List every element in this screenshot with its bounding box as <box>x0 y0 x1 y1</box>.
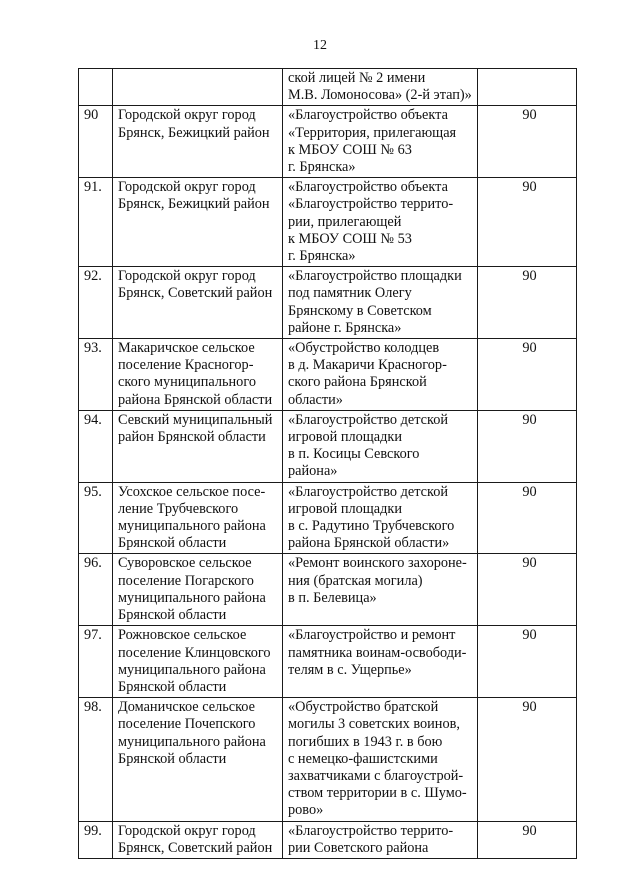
table-row <box>79 178 577 267</box>
municipality-line: Городской округ город <box>118 268 256 285</box>
object-line: «Благоустройство террито- <box>288 822 454 839</box>
object-line: «Благоустройство площадки <box>288 268 462 285</box>
object-line: с немецко-фашистскими <box>288 750 438 767</box>
object-line: районе г. Брянска» <box>288 319 402 336</box>
object-line: в с. Радутино Трубчевского <box>288 518 455 535</box>
object-line: телям в с. Ущерпье» <box>288 661 412 678</box>
municipality-line: Брянской области <box>118 607 227 624</box>
amount-cell: 90 <box>478 482 577 554</box>
row-number-cell: 97. <box>79 626 113 698</box>
municipality-line: поселение Красногор- <box>118 357 254 374</box>
amount-cell: 90 <box>478 178 577 267</box>
object-line: захватчиками с благоустрой- <box>288 767 464 784</box>
municipality-line: ление Трубчевского <box>118 500 239 517</box>
object-line: «Территория, прилегающая <box>288 124 457 141</box>
object-cell <box>283 339 478 411</box>
table-row <box>79 821 577 858</box>
municipality-line: Городской округ город <box>118 822 256 839</box>
row-number-cell: 91. <box>79 178 113 267</box>
municipality-line: Брянской области <box>118 750 227 767</box>
municipality-line: Брянск, Советский район <box>118 839 273 856</box>
municipality-line: Рожновское сельское <box>118 627 247 644</box>
object-line: к МБОУ СОШ № 63 <box>288 141 412 158</box>
municipality-line: муниципального района <box>118 733 266 750</box>
municipality-cell <box>113 339 283 411</box>
municipality-line: поселение Погарского <box>118 572 254 589</box>
table-row <box>79 554 577 626</box>
row-number-cell: 99. <box>79 821 113 858</box>
object-line: «Благоустройство объекта <box>288 179 448 196</box>
object-line: погибших в 1943 г. в бою <box>288 733 443 750</box>
row-number-cell: 95. <box>79 482 113 554</box>
object-line: района» <box>288 463 338 480</box>
object-cell <box>283 821 478 858</box>
object-line: игровой площадки <box>288 500 402 517</box>
page-number: 12 <box>313 38 327 53</box>
row-number-cell: 94. <box>79 410 113 482</box>
table-row <box>79 267 577 339</box>
object-line: «Обустройство братской <box>288 699 439 716</box>
municipality-line: поселение Почепского <box>118 716 256 733</box>
municipality-cell <box>113 698 283 821</box>
object-line: в п. Косицы Севского <box>288 446 420 463</box>
table-row <box>79 626 577 698</box>
row-number-cell: 98. <box>79 698 113 821</box>
object-line: г. Брянска» <box>288 248 356 265</box>
amount-cell: 90 <box>478 554 577 626</box>
object-cell <box>283 626 478 698</box>
row-number-cell: 96. <box>79 554 113 626</box>
object-line: ния (братская могила) <box>288 572 423 589</box>
municipality-cell <box>113 482 283 554</box>
row-number-cell: 93. <box>79 339 113 411</box>
municipality-cell <box>113 178 283 267</box>
table-row <box>79 410 577 482</box>
municipality-cell <box>113 106 283 178</box>
row-number-cell <box>79 69 113 106</box>
object-line: «Благоустройство и ремонт <box>288 627 456 644</box>
amount-cell: 90 <box>478 821 577 858</box>
object-line: рии, прилегающей <box>288 213 402 230</box>
object-line: ской лицей № 2 имени <box>288 70 426 86</box>
object-cell <box>283 482 478 554</box>
table-row <box>79 482 577 554</box>
municipality-line: поселение Клинцовского <box>118 644 271 661</box>
row-number-cell: 90 <box>79 106 113 178</box>
municipality-line: муниципального района <box>118 589 266 606</box>
object-line: «Ремонт воинского захороне- <box>288 555 467 572</box>
municipality-cell <box>113 821 283 858</box>
amount-cell: 90 <box>478 626 577 698</box>
object-line: игровой площадки <box>288 429 402 446</box>
municipality-line: Городской округ город <box>118 107 256 124</box>
municipality-line: Городской округ город <box>118 179 256 196</box>
object-cell <box>283 554 478 626</box>
amount-cell: 90 <box>478 410 577 482</box>
object-line: «Благоустройство детской <box>288 483 449 500</box>
municipality-line: Брянск, Бежицкий район <box>118 124 270 141</box>
object-line: ского района Брянской <box>288 374 427 391</box>
object-cell <box>283 267 478 339</box>
municipality-cell <box>113 69 283 106</box>
municipality-cell <box>113 554 283 626</box>
object-cell <box>283 106 478 178</box>
municipality-line: Брянской области <box>118 678 227 695</box>
object-line: Брянскому в Советском <box>288 302 432 319</box>
object-line: «Обустройство колодцев <box>288 340 440 357</box>
amount-cell: 90 <box>478 339 577 411</box>
object-cell <box>283 698 478 821</box>
municipality-line: Доманичское сельское <box>118 699 255 716</box>
amount-cell: 90 <box>478 698 577 821</box>
municipality-line: муниципального района <box>118 661 266 678</box>
object-line: памятника воинам-освободи- <box>288 644 467 661</box>
object-line: области» <box>288 391 343 408</box>
municipality-line: Усохское сельское посе- <box>118 483 266 500</box>
municipality-cell <box>113 267 283 339</box>
object-line: «Благоустройство террито- <box>288 196 454 213</box>
object-line: района Брянской области» <box>288 535 450 552</box>
object-line: «Благоустройство детской <box>288 411 449 428</box>
table-row <box>79 339 577 411</box>
municipality-line: Брянск, Бежицкий район <box>118 196 270 213</box>
allocation-table <box>78 68 577 859</box>
municipality-cell <box>113 410 283 482</box>
object-line: в д. Макаричи Красногор- <box>288 357 447 374</box>
table-row <box>79 106 577 178</box>
municipality-cell <box>113 626 283 698</box>
object-line: под памятник Олегу <box>288 285 412 302</box>
municipality-line: район Брянской области <box>118 429 266 446</box>
municipality-line: муниципального района <box>118 518 266 535</box>
object-line: рии Советского района <box>288 839 429 856</box>
table-body <box>79 69 577 859</box>
object-cell <box>283 178 478 267</box>
municipality-line: Брянской области <box>118 535 227 552</box>
amount-cell: 90 <box>478 267 577 339</box>
object-cell <box>283 69 478 106</box>
object-line: в п. Белевица» <box>288 589 377 606</box>
municipality-line: Макаричское сельское <box>118 340 255 357</box>
object-line: ством территории в с. Шумо- <box>288 785 467 802</box>
municipality-line: ского муниципального <box>118 374 256 391</box>
object-line: могилы 3 советских воинов, <box>288 716 460 733</box>
object-line: М.В. Ломоносова» (2-й этап)» <box>288 87 472 104</box>
amount-cell <box>478 69 577 106</box>
object-cell <box>283 410 478 482</box>
municipality-line: района Брянской области <box>118 391 273 408</box>
row-number-cell: 92. <box>79 267 113 339</box>
table-row <box>79 698 577 821</box>
municipality-line: Суворовское сельское <box>118 555 252 572</box>
municipality-line: Севский муниципальный <box>118 411 273 428</box>
amount-cell: 90 <box>478 106 577 178</box>
municipality-line: Брянск, Советский район <box>118 285 273 302</box>
object-line: к МБОУ СОШ № 53 <box>288 230 412 247</box>
table-row <box>79 69 577 106</box>
object-line: рово» <box>288 802 324 819</box>
object-line: «Благоустройство объекта <box>288 107 448 124</box>
object-line: г. Брянска» <box>288 159 356 176</box>
